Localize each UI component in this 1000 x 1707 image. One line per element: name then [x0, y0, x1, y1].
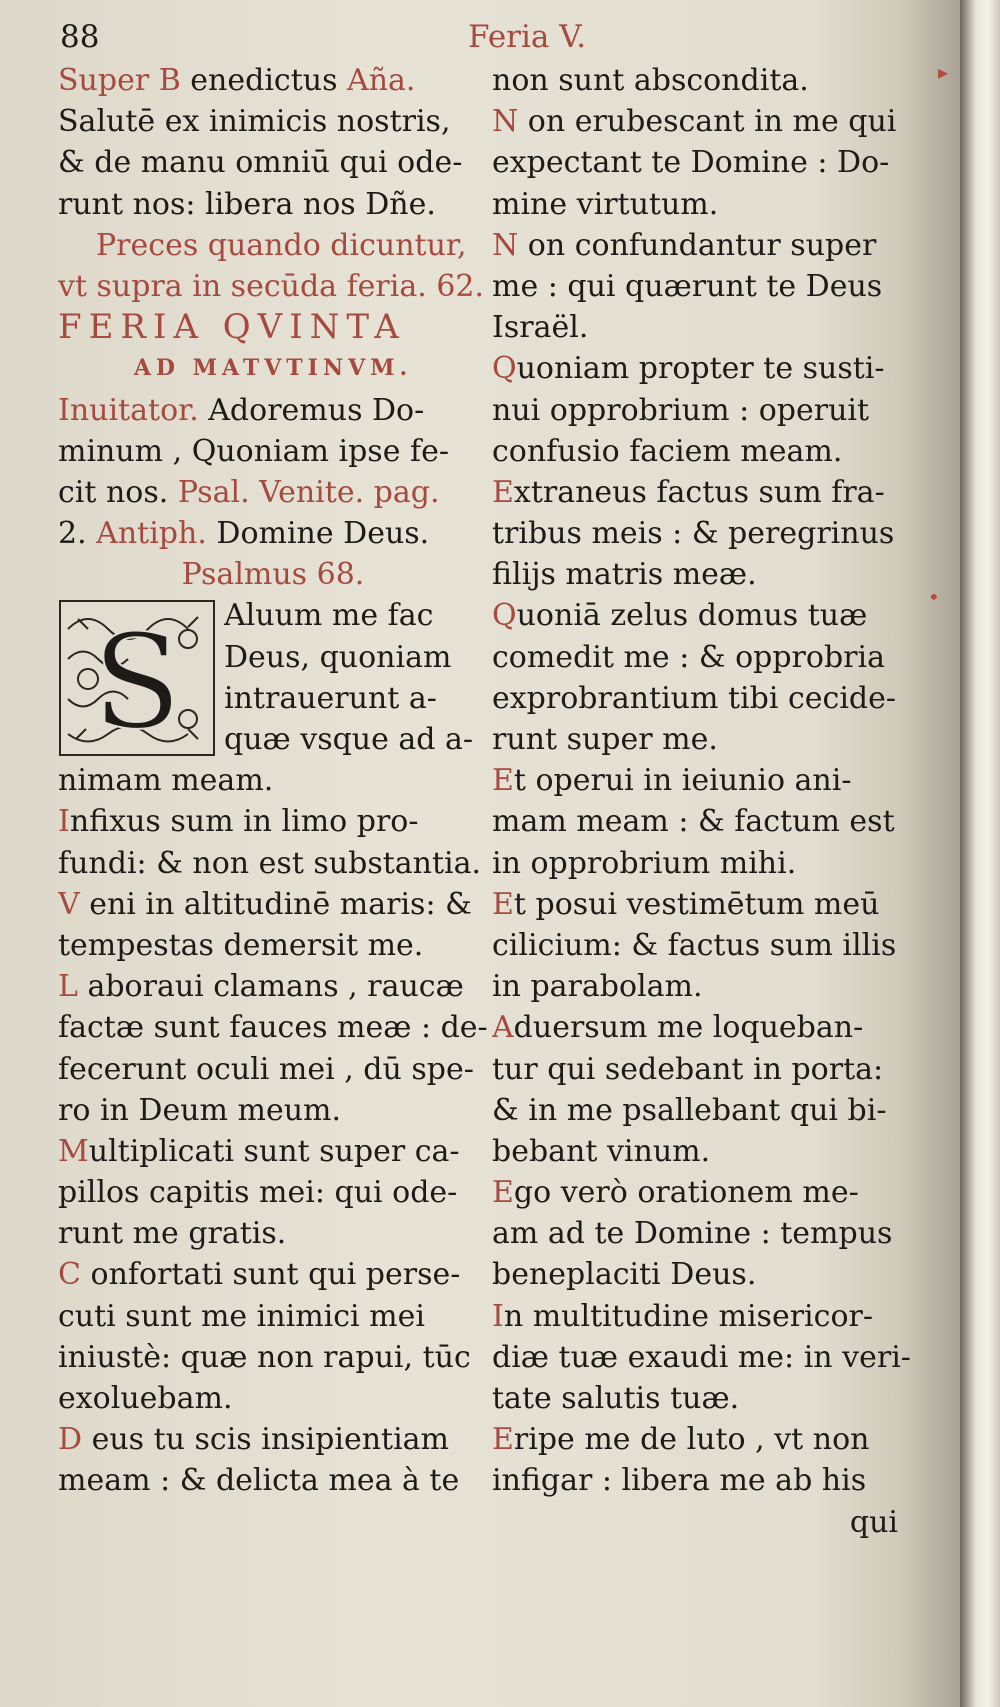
text-span: aboraui clamans , raucæ	[77, 969, 464, 1005]
left-column	[58, 60, 488, 1502]
text-line: cuti sunt me inimici mei	[58, 1298, 425, 1334]
rubric-text: Inuitator.	[58, 392, 199, 428]
text-line: meam : & delicta mea à te	[58, 1463, 460, 1499]
text-span: on confundantur super	[518, 227, 877, 263]
page-header	[0, 14, 960, 60]
text-line: bebant vinum.	[492, 1133, 711, 1169]
verse-line	[58, 801, 488, 842]
text-line: factæ sunt fauces meæ : de-	[58, 1010, 488, 1046]
text-span: xtraneus factus sum fra-	[513, 474, 885, 510]
rubric-text: pag.	[364, 474, 440, 510]
text-line: cilicium: & factus sum illis	[492, 927, 897, 963]
text-line	[58, 513, 488, 554]
verse-line	[58, 1131, 488, 1172]
text-line: & de manu omniū qui ode-	[58, 145, 463, 181]
section-subtitle: AD MATVTINVM.	[133, 355, 413, 382]
text-line: quæ vsque ad a-	[224, 722, 474, 757]
text-line: Deus, quoniam	[224, 639, 452, 675]
verse-line	[58, 1254, 488, 1295]
verse-initial: E	[492, 886, 514, 922]
text-line: Aluum me fac	[224, 598, 434, 634]
psalm-heading: Psalmus 68.	[181, 557, 365, 593]
ornamental-initial-s-icon	[58, 599, 216, 757]
verse-initial: I	[58, 804, 70, 840]
verse-line	[492, 1172, 920, 1213]
text-line: Salutē ex inimicis nostris,	[58, 104, 451, 140]
text-span: cit nos.	[58, 474, 169, 510]
rubric-text: Psal.	[168, 474, 250, 510]
verse-initial: N	[492, 104, 519, 140]
running-title: Feria V.	[468, 19, 587, 55]
text-line: fecerunt oculi mei , dū spe-	[58, 1051, 474, 1087]
verse-initial: Q	[492, 351, 517, 387]
text-line: pillos capitis mei: qui ode-	[58, 1175, 458, 1211]
verse-initial: D	[58, 1422, 83, 1458]
text-line: diæ tuæ exaudi me: in veri-	[492, 1339, 911, 1375]
verse-line	[492, 884, 920, 925]
verse-initial: E	[492, 763, 514, 799]
rubric-text: Venite.	[249, 474, 365, 510]
verse-initial: N	[492, 227, 519, 263]
text-span: onfortati sunt qui perse-	[80, 1257, 461, 1293]
text-line: filijs matris meæ.	[492, 557, 757, 593]
verse-line	[492, 472, 920, 513]
text-line: Israël.	[492, 310, 589, 346]
section-title: FERIA QVINTA	[58, 307, 406, 348]
text-line: tempestas demersit me.	[58, 927, 424, 963]
text-line: tur qui sedebant in porta:	[492, 1051, 884, 1087]
text-line: ro in Deum meum.	[58, 1092, 342, 1128]
text-span: enedictus	[180, 63, 338, 98]
text-span: eus tu scis insipientiam	[82, 1422, 450, 1458]
verse-line	[492, 1419, 920, 1460]
text-line: infigar : libera me ab his	[492, 1463, 867, 1499]
text-line: beneplaciti Deus.	[492, 1257, 757, 1293]
verse-initial: Q	[492, 598, 517, 634]
text-line: me : qui quærunt te Deus	[492, 268, 883, 304]
text-span: nfixus sum in limo pro-	[69, 804, 419, 840]
text-line: comedit me : & opprobria	[492, 639, 885, 675]
verse-initial: E	[492, 1422, 514, 1458]
verse-line	[58, 1419, 488, 1460]
text-span: Domine Deus.	[206, 516, 430, 552]
margin-mark-icon: •	[928, 585, 940, 609]
text-span: Adoremus Do-	[198, 392, 425, 428]
text-line	[58, 472, 488, 513]
text-line: nimam meam.	[58, 763, 274, 799]
rubric-text: Aña.	[337, 63, 416, 98]
text-span: t posui vestimētum meū	[513, 886, 880, 922]
text-line: runt nos: libera nos Dñe.	[58, 186, 436, 222]
text-line: exoluebam.	[58, 1381, 233, 1417]
verse-line	[492, 1296, 920, 1337]
verse-line	[492, 225, 920, 266]
verse-line	[492, 1007, 920, 1048]
verse-initial: M	[58, 1133, 89, 1169]
rubric-text: Antiph.	[86, 516, 207, 552]
text-line: tribus meis : & peregrinus	[492, 516, 895, 552]
text-line	[58, 60, 488, 101]
text-span: uoniā zelus domus tuæ	[516, 598, 868, 634]
verse-line	[58, 884, 488, 925]
margin-mark-icon: ▸	[938, 60, 949, 84]
text-span: go verò orationem me-	[513, 1175, 859, 1211]
text-span: duersum me loqueban-	[513, 1010, 864, 1046]
text-line: exprobrantium tibi cecide-	[492, 680, 897, 716]
text-span: ripe me de luto , vt non	[513, 1422, 870, 1458]
text-line: expectant te Domine : Do-	[492, 145, 890, 181]
page-edge	[960, 0, 1000, 1707]
verse-initial: A	[492, 1010, 514, 1046]
text-line: in opprobrium mihi.	[492, 845, 797, 881]
text-line: mine virtutum.	[492, 186, 719, 222]
text-line: mam meam : & factum est	[492, 804, 895, 840]
rubric-line: Preces quando dicuntur,	[96, 227, 467, 263]
text-line: & in me psallebant qui bi-	[492, 1092, 887, 1128]
text-line: am ad te Domine : tempus	[492, 1216, 893, 1252]
text-line: in parabolam.	[492, 969, 703, 1005]
text-line: intrauerunt a-	[224, 680, 437, 716]
text-span: ultiplicati sunt super ca-	[88, 1133, 460, 1169]
text-span: eni in altitudinē maris: &	[79, 886, 472, 922]
text-line: tate salutis tuæ.	[492, 1381, 740, 1416]
drop-cap-text	[224, 595, 494, 760]
right-column	[492, 60, 920, 1543]
verse-line	[492, 760, 920, 801]
text-line: iniustè: quæ non rapui, tūc	[58, 1339, 471, 1375]
text-line: minum , Quoniam ipse fe-	[58, 433, 449, 469]
text-line: non sunt abscondita.	[492, 63, 809, 98]
verse-line	[58, 966, 488, 1007]
verse-line	[492, 595, 920, 636]
text-span: t operui in ieiunio ani-	[513, 763, 852, 799]
verse-initial: E	[492, 474, 514, 510]
text-line: nui opprobrium : operuit	[492, 392, 870, 428]
drop-cap-block	[58, 595, 488, 760]
text-span: on erubescant in me qui	[518, 104, 897, 140]
text-line: confusio faciem meam.	[492, 433, 843, 469]
rubric-line: vt supra in secūda feria. 62.	[58, 268, 485, 304]
rubric-text: Super B	[58, 63, 181, 98]
verse-initial: E	[492, 1175, 514, 1211]
folio-number: 88	[60, 19, 100, 55]
verse-initial: L	[58, 969, 78, 1005]
verse-initial: I	[492, 1298, 504, 1334]
text-span: 2.	[58, 516, 87, 552]
text-line	[58, 390, 488, 431]
text-line: runt me gratis.	[58, 1216, 287, 1252]
text-span: uoniam propter te susti-	[516, 351, 885, 387]
text-line: fundi: & non est substantia.	[58, 845, 482, 881]
catchword: qui	[849, 1504, 898, 1540]
svg-text:S: S	[92, 606, 182, 758]
verse-initial: C	[58, 1257, 81, 1293]
verse-line	[492, 101, 920, 142]
verse-line	[492, 348, 920, 389]
verse-initial: V	[58, 886, 80, 922]
text-line: runt super me.	[492, 722, 718, 757]
text-span: n multitudine misericor-	[503, 1298, 873, 1334]
